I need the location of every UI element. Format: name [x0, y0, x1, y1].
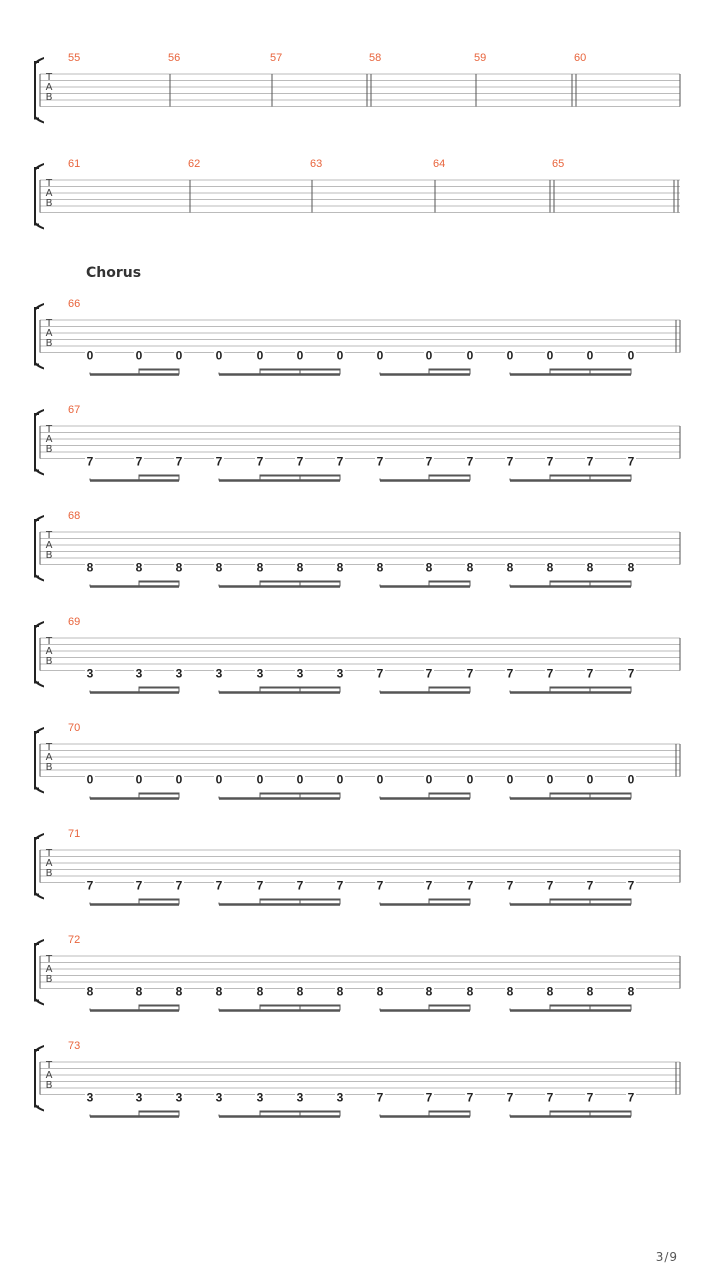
tab-clef-letter: T	[45, 424, 53, 435]
bracket-top-hook	[35, 57, 44, 64]
fret-number: 7	[546, 1090, 554, 1105]
bracket-top-hook	[35, 515, 44, 522]
system-bracket	[35, 520, 39, 577]
bracket-top-hook	[35, 409, 44, 416]
fret-number: 8	[215, 560, 223, 575]
measure-number: 71	[68, 828, 81, 840]
tab-system	[35, 828, 680, 905]
fret-number: 0	[586, 348, 594, 363]
fret-number: 8	[586, 984, 594, 999]
tab-system	[35, 52, 680, 124]
tab-clef-letter: B	[45, 550, 53, 561]
fret-number: 0	[546, 348, 554, 363]
bracket-top-hook	[35, 163, 44, 170]
fret-number: 3	[336, 1090, 344, 1105]
fret-number: 0	[296, 348, 304, 363]
bracket-bottom-hook	[35, 893, 44, 900]
system-bracket	[35, 944, 39, 1001]
fret-number: 7	[466, 666, 474, 681]
tab-clef-letter: T	[45, 1060, 53, 1071]
system-bracket	[35, 62, 39, 119]
fret-number: 3	[86, 666, 94, 681]
fret-number: 7	[627, 454, 635, 469]
fret-number: 7	[296, 454, 304, 469]
fret-number: 3	[175, 1090, 183, 1105]
fret-number: 3	[175, 666, 183, 681]
fret-number: 7	[256, 454, 264, 469]
fret-number: 7	[546, 666, 554, 681]
measure-number: 70	[68, 722, 81, 734]
tab-system	[35, 616, 680, 693]
tab-clef-letter: A	[45, 328, 53, 339]
tab-clef-letter: T	[45, 742, 53, 753]
system-bracket	[35, 838, 39, 895]
fret-number: 8	[376, 560, 384, 575]
fret-number: 8	[586, 560, 594, 575]
fret-number: 7	[466, 454, 474, 469]
fret-number: 7	[506, 454, 514, 469]
tab-clef-letter: A	[45, 646, 53, 657]
tab-clef-letter: T	[45, 636, 53, 647]
fret-number: 8	[336, 560, 344, 575]
fret-number: 7	[546, 878, 554, 893]
measure-number: 60	[574, 52, 587, 64]
fret-number: 7	[336, 454, 344, 469]
fret-number: 7	[586, 878, 594, 893]
measure-number: 68	[68, 510, 81, 522]
tab-clef-letter: A	[45, 188, 53, 199]
measure-number: 59	[474, 52, 487, 64]
page-number: 3/9	[655, 1250, 678, 1264]
fret-number: 3	[296, 666, 304, 681]
fret-number: 7	[627, 666, 635, 681]
fret-number: 0	[627, 772, 635, 787]
tab-system	[35, 298, 680, 375]
fret-number: 3	[86, 1090, 94, 1105]
fret-number: 7	[336, 878, 344, 893]
fret-number: 7	[425, 878, 433, 893]
bracket-top-hook	[35, 303, 44, 310]
fret-number: 0	[86, 348, 94, 363]
system-bracket	[35, 414, 39, 471]
fret-number: 7	[135, 878, 143, 893]
fret-number: 7	[586, 454, 594, 469]
fret-number: 0	[215, 348, 223, 363]
fret-number: 8	[215, 984, 223, 999]
fret-number: 7	[627, 1090, 635, 1105]
fret-number: 0	[256, 772, 264, 787]
fret-number: 8	[336, 984, 344, 999]
fret-number: 0	[296, 772, 304, 787]
bracket-bottom-hook	[35, 787, 44, 794]
tab-system	[35, 404, 680, 481]
fret-number: 0	[627, 348, 635, 363]
fret-number: 8	[546, 560, 554, 575]
fret-number: 8	[466, 984, 474, 999]
fret-number: 0	[175, 348, 183, 363]
bracket-top-hook	[35, 1045, 44, 1052]
fret-number: 8	[86, 984, 94, 999]
tab-system	[35, 1040, 680, 1117]
fret-number: 7	[376, 1090, 384, 1105]
bracket-bottom-hook	[35, 681, 44, 688]
measure-number: 58	[369, 52, 382, 64]
tab-clef-letter: A	[45, 434, 53, 445]
fret-number: 8	[506, 560, 514, 575]
bracket-bottom-hook	[35, 117, 44, 124]
fret-number: 0	[586, 772, 594, 787]
fret-number: 8	[256, 560, 264, 575]
tab-system	[35, 722, 680, 799]
fret-number: 7	[425, 454, 433, 469]
fret-number: 0	[336, 348, 344, 363]
tab-clef-letter: B	[45, 198, 53, 209]
fret-number: 8	[256, 984, 264, 999]
system-bracket	[35, 168, 39, 225]
fret-number: 7	[506, 878, 514, 893]
measure-number: 67	[68, 404, 81, 416]
fret-number: 8	[175, 560, 183, 575]
measure-number: 63	[310, 158, 323, 170]
fret-number: 0	[86, 772, 94, 787]
fret-number: 7	[86, 454, 94, 469]
fret-number: 7	[586, 1090, 594, 1105]
tab-clef-letter: B	[45, 92, 53, 103]
tab-clef-letter: B	[45, 974, 53, 985]
measure-number: 72	[68, 934, 81, 946]
fret-number: 7	[296, 878, 304, 893]
fret-number: 8	[135, 560, 143, 575]
tab-clef-letter: B	[45, 762, 53, 773]
tab-system	[35, 158, 680, 230]
tab-clef-letter: A	[45, 1070, 53, 1081]
tab-clef-letter: A	[45, 858, 53, 869]
measure-number: 69	[68, 616, 81, 628]
fret-number: 8	[546, 984, 554, 999]
measure-number: 56	[168, 52, 181, 64]
fret-number: 0	[425, 348, 433, 363]
fret-number: 7	[466, 1090, 474, 1105]
fret-number: 7	[175, 878, 183, 893]
fret-number: 0	[506, 772, 514, 787]
fret-number: 7	[376, 878, 384, 893]
fret-number: 3	[135, 666, 143, 681]
tab-clef-letter: T	[45, 318, 53, 329]
fret-number: 8	[466, 560, 474, 575]
fret-number: 0	[425, 772, 433, 787]
fret-number: 7	[376, 666, 384, 681]
measure-number: 55	[68, 52, 81, 64]
bracket-top-hook	[35, 727, 44, 734]
fret-number: 0	[466, 772, 474, 787]
tab-clef-letter: T	[45, 848, 53, 859]
fret-number: 0	[466, 348, 474, 363]
fret-number: 7	[586, 666, 594, 681]
system-bracket	[35, 308, 39, 365]
fret-number: 8	[376, 984, 384, 999]
fret-number: 3	[336, 666, 344, 681]
fret-number: 8	[627, 560, 635, 575]
tab-clef-letter: T	[45, 178, 53, 189]
fret-number: 7	[466, 878, 474, 893]
fret-number: 8	[296, 560, 304, 575]
fret-number: 0	[135, 348, 143, 363]
fret-number: 8	[296, 984, 304, 999]
fret-number: 3	[135, 1090, 143, 1105]
tab-clef-letter: B	[45, 1080, 53, 1091]
fret-number: 8	[86, 560, 94, 575]
bracket-bottom-hook	[35, 363, 44, 370]
fret-number: 8	[425, 984, 433, 999]
bracket-top-hook	[35, 939, 44, 946]
fret-number: 7	[425, 1090, 433, 1105]
fret-number: 7	[425, 666, 433, 681]
tab-clef-letter: A	[45, 964, 53, 975]
tab-clef-letter: B	[45, 338, 53, 349]
bracket-top-hook	[35, 833, 44, 840]
measure-number: 66	[68, 298, 81, 310]
fret-number: 7	[376, 454, 384, 469]
fret-number: 7	[256, 878, 264, 893]
tab-system	[35, 510, 680, 587]
fret-number: 7	[506, 1090, 514, 1105]
tab-clef-letter: B	[45, 444, 53, 455]
fret-number: 0	[175, 772, 183, 787]
fret-number: 0	[506, 348, 514, 363]
measure-number: 62	[188, 158, 201, 170]
fret-number: 0	[336, 772, 344, 787]
tab-system	[35, 934, 680, 1011]
fret-number: 8	[175, 984, 183, 999]
tab-clef-letter: A	[45, 540, 53, 551]
fret-number: 7	[627, 878, 635, 893]
bracket-bottom-hook	[35, 223, 44, 230]
tab-clef-letter: A	[45, 752, 53, 763]
fret-number: 8	[627, 984, 635, 999]
fret-number: 7	[86, 878, 94, 893]
fret-number: 7	[175, 454, 183, 469]
tab-clef-letter: T	[45, 954, 53, 965]
measure-number: 61	[68, 158, 81, 170]
fret-number: 0	[376, 772, 384, 787]
measure-number: 73	[68, 1040, 81, 1052]
fret-number: 7	[506, 666, 514, 681]
fret-number: 3	[215, 666, 223, 681]
measure-number: 64	[433, 158, 446, 170]
fret-number: 7	[215, 878, 223, 893]
tab-clef-letter: B	[45, 868, 53, 879]
tab-clef-letter: A	[45, 82, 53, 93]
fret-number: 3	[296, 1090, 304, 1105]
bracket-top-hook	[35, 621, 44, 628]
system-bracket	[35, 1050, 39, 1107]
bracket-bottom-hook	[35, 999, 44, 1006]
bracket-bottom-hook	[35, 575, 44, 582]
fret-number: 0	[215, 772, 223, 787]
system-bracket	[35, 732, 39, 789]
bracket-bottom-hook	[35, 1105, 44, 1112]
measure-number: 57	[270, 52, 283, 64]
fret-number: 8	[425, 560, 433, 575]
section-label-chorus: Chorus	[86, 265, 142, 281]
fret-number: 3	[215, 1090, 223, 1105]
fret-number: 7	[215, 454, 223, 469]
fret-number: 0	[546, 772, 554, 787]
fret-number: 8	[135, 984, 143, 999]
fret-number: 3	[256, 666, 264, 681]
fret-number: 7	[135, 454, 143, 469]
fret-number: 8	[506, 984, 514, 999]
fret-number: 0	[135, 772, 143, 787]
fret-number: 0	[376, 348, 384, 363]
tab-clef-letter: T	[45, 72, 53, 83]
fret-number: 7	[546, 454, 554, 469]
tab-clef-letter: T	[45, 530, 53, 541]
fret-number: 0	[256, 348, 264, 363]
system-bracket	[35, 626, 39, 683]
tab-clef-letter: B	[45, 656, 53, 667]
measure-number: 65	[552, 158, 565, 170]
fret-number: 3	[256, 1090, 264, 1105]
bracket-bottom-hook	[35, 469, 44, 476]
